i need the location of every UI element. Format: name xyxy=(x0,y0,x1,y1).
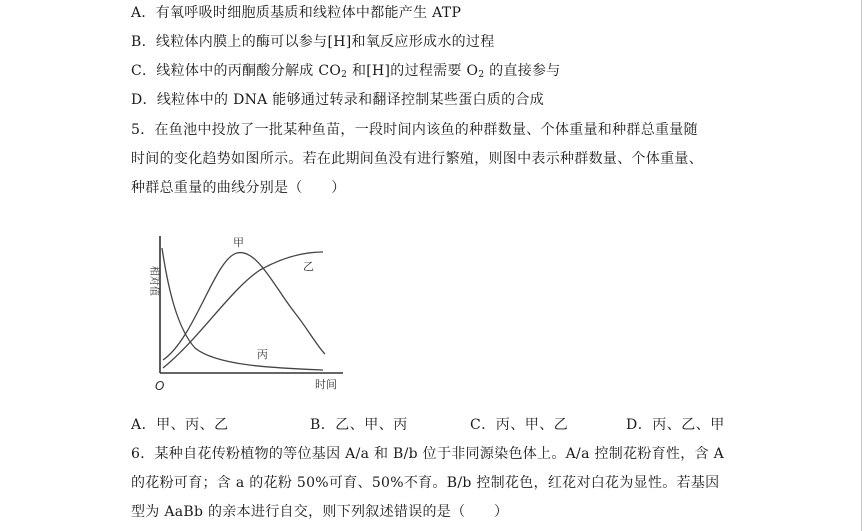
question-5-line-3: 种群总重量的曲线分别是（ ） xyxy=(131,180,346,196)
option-4b: B．线粒体内膜上的酶可以参与[H]和氧反应形成水的过程 xyxy=(131,34,495,50)
origin-label: O xyxy=(155,379,165,393)
curve-yi xyxy=(163,252,323,368)
option-4d: D．线粒体中的 DNA 能够通过转录和翻译控制某些蛋白质的合成 xyxy=(131,92,545,108)
curve-label-yi: 乙 xyxy=(303,260,314,273)
question-5-line-1: 5．在鱼池中投放了一批某种鱼苗，一段时间内该鱼的种群数量、个体重量和种群总重量随 xyxy=(131,122,698,138)
question-5-line-2: 时间的变化趋势如图所示。若在此期间鱼没有进行繁殖，则图中表示种群数量、个体重量、 xyxy=(131,151,703,167)
question-6-line-3: 型为 AaBb 的亲本进行自交，则下列叙述错误的是（ ） xyxy=(131,504,509,520)
option-4c: C．线粒体中的丙酮酸分解成 $CO_2$ 和[H]的过程需要 $O_2$ 的直接参与 xyxy=(131,63,561,80)
page-edge xyxy=(861,0,862,531)
option-5b: B．乙、甲、丙 xyxy=(310,417,408,433)
option-5a: A．甲、丙、乙 xyxy=(131,417,229,433)
y-axis-label: 相对值 xyxy=(148,266,159,296)
curve-jia xyxy=(163,253,325,360)
option-5d: D．丙、乙、甲 xyxy=(626,417,725,433)
curve-label-bing: 丙 xyxy=(257,348,268,361)
option-5c: C．丙、甲、乙 xyxy=(470,417,569,433)
option-4a: A．有氧呼吸时细胞质基质和线粒体中都能产生 ATP xyxy=(131,5,462,21)
question-6-line-1: 6．某种自花传粉植物的等位基因 A/a 和 B/b 位于非同源染色体上。A/a 控制花粉育性，含 A xyxy=(131,446,725,462)
curve-bing xyxy=(162,248,323,370)
question-6-line-2: 的花粉可育；含 a 的花粉 50%可育、50%不育。B/b 控制花色，红花对白花为显性。若基因 xyxy=(131,475,720,491)
x-axis-label: 时间 xyxy=(315,378,337,391)
curve-label-jia: 甲 xyxy=(233,236,244,249)
fish-population-figure xyxy=(135,228,350,398)
